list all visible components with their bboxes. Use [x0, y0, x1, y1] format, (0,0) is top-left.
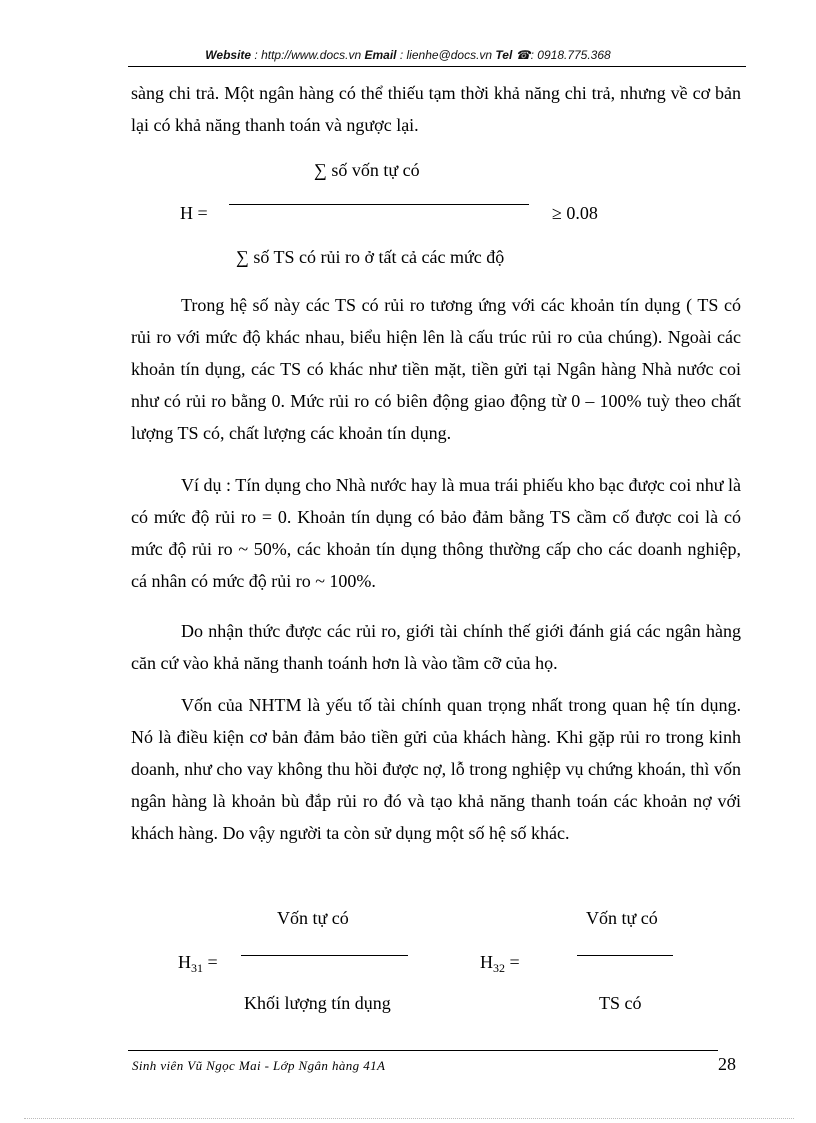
formula-h-rhs: ≥ 0.08 — [552, 203, 598, 223]
formula-h32-denominator: TS có — [599, 993, 642, 1013]
website-value: : http://www.docs.vn — [254, 48, 362, 62]
formula-h-denominator: ∑ số TS có rủi ro ở tất cả các mức độ — [236, 247, 505, 267]
footer-author: Sinh viên Vũ Ngọc Mai - Lớp Ngân hàng 41A — [132, 1058, 386, 1073]
paragraph-2: Trong hệ số này các TS có rủi ro tương ứng với các khoản tín dụng ( TS có rủi ro với mức độ khác nhau, biểu hiện lên là cấu trúc rủi ro của chúng). Ngoài các khoản tín dụng, các TS có khác như tiền mặt, tiền gửi tại Ngân hàng Nhà nước coi như có rủi ro bằng 0. Mức rủi ro có biên động giao động từ 0 – 100% tuỳ theo chất lượng TS có, chất lượng các khoản tín dụng. — [131, 295, 741, 443]
website-label: Website — [205, 48, 252, 62]
page-header — [0, 48, 816, 62]
formula-h-lhs: H = — [180, 203, 208, 223]
formula-h32-fraction-bar — [577, 955, 673, 956]
phone-icon: ☎ — [515, 48, 531, 62]
paragraph-4: Do nhận thức được các rủi ro, giới tài chính thế giới đánh giá các ngân hàng căn cứ vào khả năng thanh toánh hơn là vào tầm cỡ của họ. — [131, 621, 741, 673]
tel-value: : 0918.775.368 — [530, 48, 611, 62]
formula-h31-numerator: Vốn tự có — [277, 908, 349, 928]
formula-h32-numerator: Vốn tự có — [586, 908, 658, 928]
formula-h-fraction-bar — [229, 204, 529, 205]
paragraph-5: Vốn của NHTM là yếu tố tài chính quan trọng nhất trong quan hệ tín dụng. Nó là điều kiện cơ bản đảm bảo tiền gửi của khách hàng. Khi gặp rủi ro trong kinh doanh, như cho vay không thu hồi được nợ, lỗ trong nghiệp vụ chứng khoán, thì vốn ngân hàng là khoản bù đắp rủi ro đó và tạo khả năng thanh toán các khoản nợ với khách hàng. Do vậy người ta còn sử dụng một số hệ số khác. — [131, 695, 741, 843]
formula-h31-denominator: Khối lượng tín dụng — [244, 993, 391, 1013]
header-divider — [128, 66, 746, 67]
email-value: : lienhe@docs.vn — [399, 48, 493, 62]
paragraph-3: Ví dụ : Tín dụng cho Nhà nước hay là mua trái phiếu kho bạc được coi như là có mức độ rủi ro = 0. Khoản tín dụng có bảo đảm bằng TS cầm cố được coi là có mức độ rủi ro ~ 50%, các khoản tín dụng thông thường cấp cho các doanh nghiệp, cá nhân có mức độ rủi ro ~ 100%. — [131, 475, 741, 591]
footer-divider — [128, 1050, 718, 1051]
email-label: Email — [364, 48, 397, 62]
formula-h31-lhs: $H_{31}$ = — [178, 952, 218, 975]
formula-h31-fraction-bar — [241, 955, 408, 956]
formula-h32-lhs: $H_{32}$ = — [480, 952, 520, 975]
formula-h-numerator: ∑ số vốn tự có — [314, 160, 420, 180]
tel-label: Tel — [495, 48, 513, 62]
page-number: 28 — [718, 1054, 736, 1074]
page-bottom-border — [24, 1118, 794, 1119]
paragraph-1: sàng chi trả. Một ngân hàng có thể thiếu tạm thời khả năng chi trả, nhưng về cơ bản lại có khả năng thanh toán và ngược lại. — [131, 83, 741, 135]
